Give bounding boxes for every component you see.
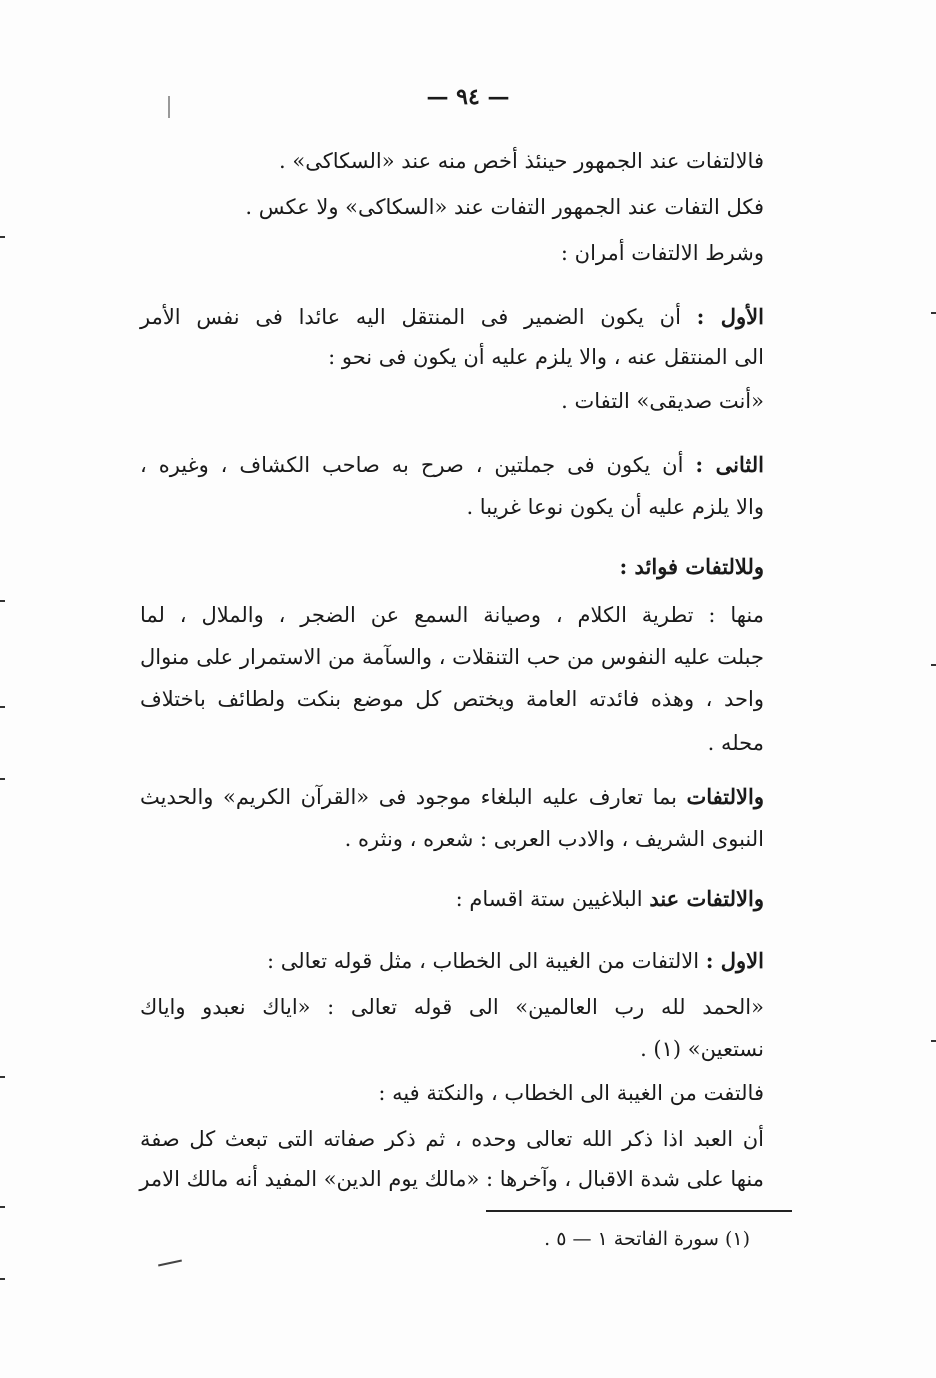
text-line: محله . <box>707 731 764 755</box>
text-line: والا يلزم عليه أن يكون نوعا غريبا . <box>466 495 764 519</box>
text-line: أن العبد اذا ذكر الله تعالى وحده ، ثم ذكر صفاته التى تبعث كل صفة <box>140 1127 764 1151</box>
scan-mark <box>931 1040 936 1042</box>
text-line: نستعين» (١) . <box>640 1037 764 1061</box>
text-line: النبوى الشريف ، والادب العربى : شعره ، ونثره . <box>344 827 764 851</box>
scan-mark <box>0 236 5 238</box>
scan-mark <box>0 1278 5 1280</box>
text-line: والالتفات بما تعارف عليه البلغاء موجود فى «القرآن الكريم» والحديث <box>140 784 764 809</box>
footnote-rule <box>486 1210 792 1212</box>
text-line: جبلت عليه النفوس من حب التنقلات ، والسآمة من الاستمرار على منوال <box>140 645 764 669</box>
text-line: وشرط الالتفات أمران : <box>560 241 764 265</box>
page-number: — ٩٤ — <box>426 84 510 110</box>
scan-mark <box>0 600 5 602</box>
text-line: «أنت صديقى» التفات . <box>561 389 764 413</box>
text-line: الاول : الالتفات من الغيبة الى الخطاب ، مثل قوله تعالى : <box>267 948 764 973</box>
scan-mark <box>0 1076 5 1078</box>
scan-mark <box>158 1260 182 1267</box>
text-line: والالتفات عند البلاغيين ستة اقسام : <box>455 886 764 911</box>
text-line: فالالتفات عند الجمهور حينئذ أخص منه عند «السكاكى» . <box>279 149 764 173</box>
text-line: واحد ، وهذه فائدته العامة ويختص كل موضع بنكت ولطائف باختلاف <box>140 687 764 711</box>
scan-mark <box>0 778 5 780</box>
scan-mark <box>0 706 5 708</box>
text-line: «الحمد لله رب العالمين» الى قوله تعالى : «اياك نعبدو واياك <box>140 995 764 1019</box>
scan-mark <box>931 664 936 666</box>
text-line: منها على شدة الاقبال ، وآخرها : «مالك يوم الدين» المفيد أنه مالك الامر <box>139 1167 764 1191</box>
text-line: منها : تطرية الكلام ، وصيانة السمع عن الضجر ، والملال ، لما <box>140 603 764 627</box>
section-heading: وللالتفات فوائد : <box>619 554 764 579</box>
scan-mark <box>0 1206 5 1208</box>
text-line: فالتفت من الغيبة الى الخطاب ، والنكتة فيه : <box>378 1081 764 1105</box>
footnote: (١) سورة الفاتحة ١ — ٥ . <box>544 1228 750 1250</box>
text-line: فكل التفات عند الجمهور التفات عند «السكاكى» ولا عكس . <box>245 195 764 219</box>
scan-mark <box>931 312 936 314</box>
text-line: الأول : أن يكون الضمير فى المنتقل اليه عائدا فى نفس الأمر <box>140 304 764 329</box>
text-line: الى المنتقل عنه ، والا يلزم عليه أن يكون فى نحو : <box>328 345 764 369</box>
text-line: الثانى : أن يكون فى جملتين ، صرح به صاحب الكشاف ، وغيره ، <box>140 452 764 477</box>
